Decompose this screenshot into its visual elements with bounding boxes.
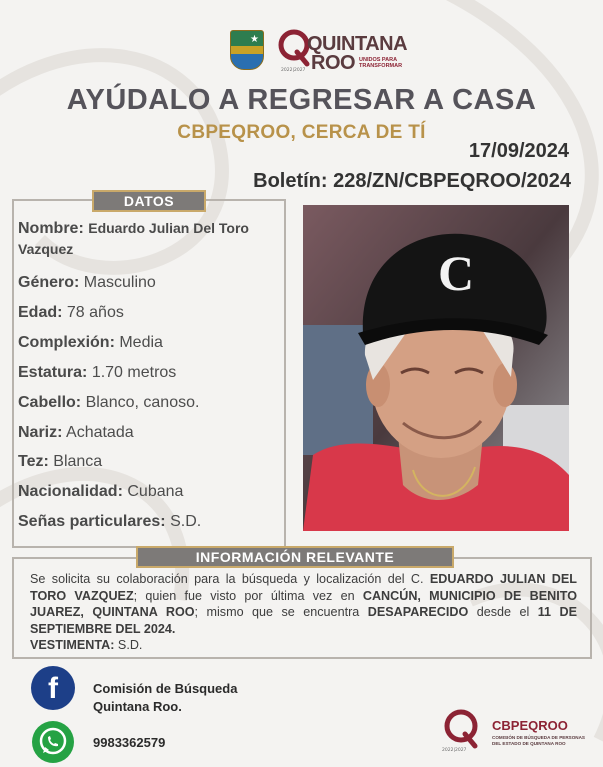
portrait-illustration [303,205,569,531]
field-key: Nacionalidad: [18,483,123,500]
brand-line-1: QUINTANA [307,33,408,55]
brand-years: 2022|2027 [281,68,306,73]
field-key: Tez: [18,453,49,470]
bulletin-date: 17/09/2024 [468,140,569,162]
brand-line-2: ROO [311,52,356,74]
field-senas-particulares [18,513,201,531]
cbpeqroo-years: 2022|2027 [442,748,467,753]
info-text-3: ; mismo que se encuentra [194,605,368,619]
page-subtitle: CBPEQROO, CERCA DE TÍ [177,122,426,143]
field-key: Género: [18,274,80,291]
page-title: AYÚDALO A REGRESAR A CASA [66,84,537,116]
field-estatura [18,364,176,382]
missing-person-photo [303,205,569,531]
bulletin-number: Boletín: 228/ZN/CBPEQROO/2024 [253,170,571,192]
field-value: S.D. [170,513,202,530]
info-text-4: desde el [468,605,538,619]
field-value: Blanca [53,453,103,470]
field-value: Blanco, canoso. [85,394,200,411]
field-key: Nombre: [18,220,84,237]
info-section-label: INFORMACIÓN RELEVANTE [136,546,454,568]
field-key: Edad: [18,304,63,321]
field-value: 1.70 metros [91,364,177,381]
field-edad [18,304,124,322]
vestimenta-label: VESTIMENTA: [30,638,115,652]
field-cabello [18,394,199,412]
quintana-roo-logo [277,28,407,76]
field-key: Complexión: [18,334,115,351]
field-value: Media [119,334,163,351]
whatsapp-icon[interactable] [31,720,75,764]
field-value: Cubana [127,483,184,500]
facebook-page-name[interactable]: Comisión de Búsqueda Quintana Roo. [93,681,238,714]
cbpeqroo-logo [440,708,590,758]
field-key: Nariz: [18,424,63,441]
cbpeqroo-subtitle: COMISIÓN DE BÚSQUEDA DE PERSONAS DEL ESTADO DE QUINTANA ROO [492,735,585,746]
field-key: Estatura: [18,364,88,381]
field-tez [18,453,102,471]
field-genero [18,274,156,292]
field-value: Eduardo Julian Del Toro Vazquez [18,220,249,257]
field-key: Señas particulares: [18,513,166,530]
field-value: Achatada [66,424,134,441]
field-value: Masculino [83,274,156,291]
field-key: Cabello: [18,394,82,411]
facebook-icon[interactable]: f [31,666,75,710]
info-bold-date: 11 DE SEPTIEMBRE DEL 2024. [30,605,578,636]
info-text-1: Se solicita su colaboración para la búsqueda y localización del C. [30,572,430,586]
info-bold-name: EDUARDO JULIAN DEL TORO VAZQUEZ [30,572,577,603]
brand-tagline: UNIDOS PARA TRANSFORMAR [359,57,403,69]
field-nacionalidad [18,483,183,501]
field-value: 78 años [66,304,124,321]
cbpeqroo-q-icon [440,708,486,750]
cbpeqroo-title: CBPEQROO [492,718,568,733]
field-nariz [18,424,134,442]
info-text-2: ; quien fue visto por última vez en [133,588,363,603]
info-bold-status: DESAPARECIDO [367,605,469,619]
vestimenta-value: S.D. [114,638,143,652]
info-paragraph [30,571,577,654]
state-coat-of-arms-icon: ★ [230,30,264,70]
field-nombre [18,218,280,260]
info-bold-location: CANCÚN, MUNICIPIO DE BENITO JUAREZ, QUINTANA ROO [30,588,577,619]
field-complexion [18,334,163,352]
cap-letter: C [437,245,475,301]
datos-section-label: DATOS [92,190,206,212]
whatsapp-phone[interactable]: 9983362579 [93,735,166,750]
